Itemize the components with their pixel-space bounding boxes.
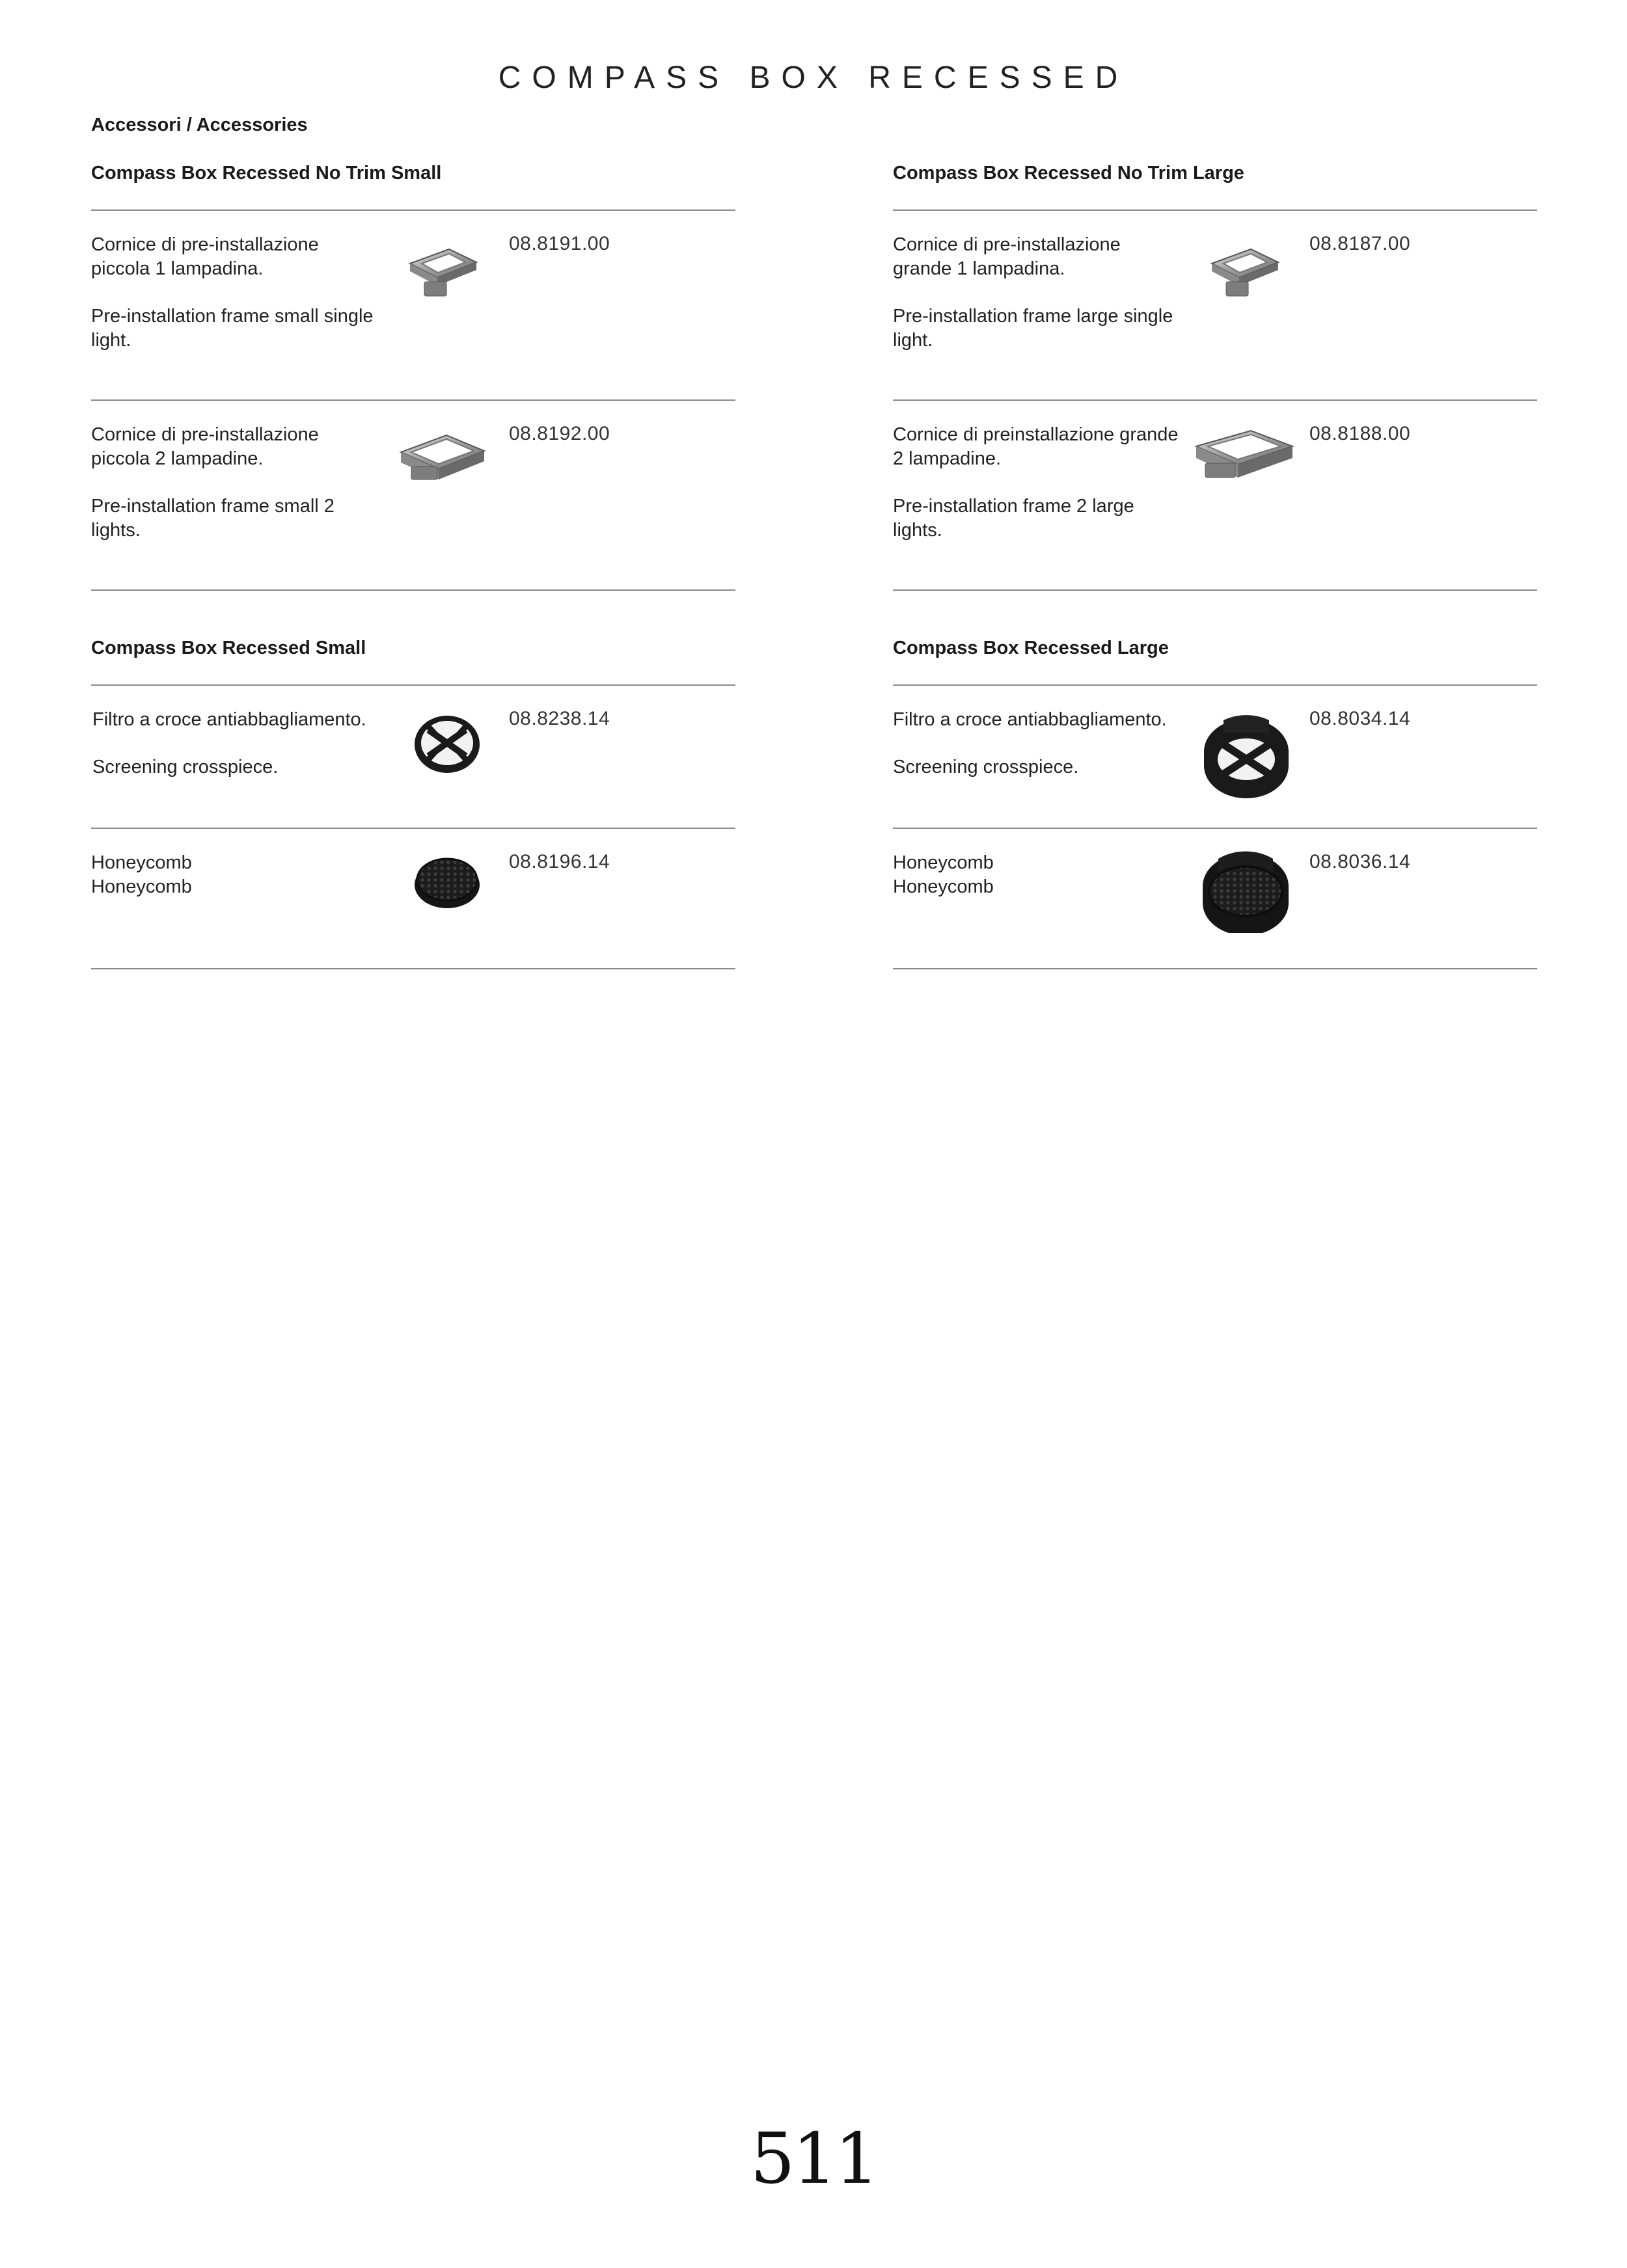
product-code: 08.8238.14 [509,708,610,729]
divider [91,589,735,591]
crosspiece-filter-icon [1197,706,1295,803]
divider [893,209,1537,211]
product-description [893,708,1179,779]
accessories-subtitle: Accessori / Accessories [91,115,308,135]
page-title: COMPASS BOX RECESSED [498,61,1129,95]
frame-single-icon [403,237,482,303]
description-it: Filtro a croce antiabbagliamento. [893,709,1167,730]
divider [893,828,1537,829]
divider [91,399,735,401]
product-description [92,708,379,779]
product-code: 08.8191.00 [509,233,610,254]
frame-double-icon [1192,423,1296,494]
description-en: Pre-installation frame large single light. [893,306,1173,351]
product-code: 08.8187.00 [1309,233,1411,254]
frame-double-icon [397,426,488,491]
description-en: Pre-installation frame small 2 lights. [91,496,335,541]
product-description [91,851,377,899]
divider [91,684,735,686]
description-it: Filtro a croce antiabbagliamento. [92,709,366,730]
section-heading: Compass Box Recessed Large [893,638,1169,658]
divider [893,684,1537,686]
description-it: Honeycomb [893,852,994,873]
divider [893,399,1537,401]
product-code: 08.8036.14 [1309,851,1411,872]
page-number: 511 [750,2118,877,2200]
description-it: Cornice di pre-installazione grande 1 lampadina. [893,234,1121,279]
description-en: Pre-installation frame small single light. [91,306,374,351]
product-description [893,233,1179,353]
product-description [893,423,1179,543]
section-heading: Compass Box Recessed No Trim Small [91,163,442,183]
product-description [91,423,377,543]
product-description [91,233,377,353]
section-heading: Compass Box Recessed No Trim Large [893,163,1244,183]
section-heading: Compass Box Recessed Small [91,638,366,658]
description-en: Screening crosspiece. [92,757,279,777]
honeycomb-filter-icon [413,854,482,910]
description-it: Cornice di pre-installazione piccola 1 lampadina. [91,234,319,279]
divider [91,209,735,211]
product-code: 08.8192.00 [509,423,610,444]
divider [893,968,1537,969]
crosspiece-filter-icon [411,710,483,776]
product-code: 08.8196.14 [509,851,610,872]
divider [91,968,735,969]
divider [893,589,1537,591]
description-it: Honeycomb [91,852,192,873]
description-it: Cornice di preinstallazione grande 2 lampadine. [893,424,1179,469]
description-en: Honeycomb [893,876,994,897]
description-en: Screening crosspiece. [893,757,1079,777]
honeycomb-filter-icon [1199,847,1292,933]
product-code: 08.8034.14 [1309,708,1411,729]
description-en: Pre-installation frame 2 large lights. [893,496,1134,541]
product-code: 08.8188.00 [1309,423,1411,444]
description-en: Honeycomb [91,876,192,897]
product-description [893,851,1179,899]
description-it: Cornice di pre-installazione piccola 2 lampadine. [91,424,319,469]
divider [91,828,735,829]
frame-single-icon [1205,237,1283,303]
